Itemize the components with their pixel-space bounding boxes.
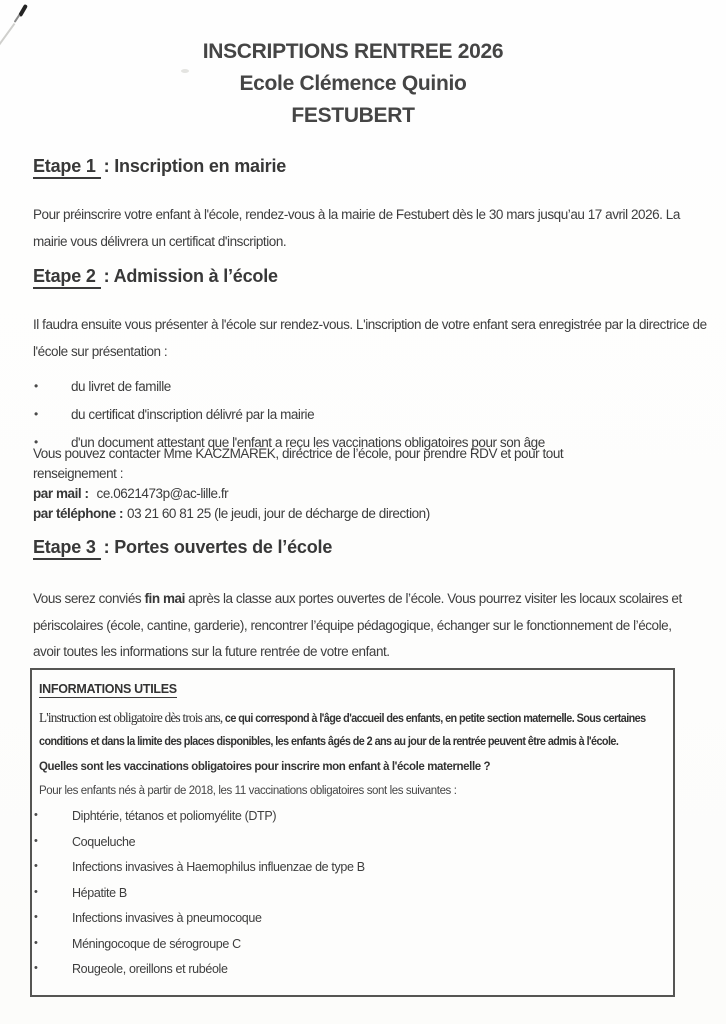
phone-label: par téléphone : [33, 506, 124, 521]
contact-block [33, 444, 645, 524]
vaccine-item: • Diphtérie, tétanos et poliomyélite (DTP) [39, 810, 666, 823]
vaccine-item: • Infections invasives à pneumocoque [39, 912, 666, 925]
etape-1-heading [33, 156, 286, 177]
info-lead-paragraph [39, 707, 674, 753]
etape-2-paragraph: Il faudra ensuite vous présenter à l'école sur rendez-vous. L'inscription de votre enfant sera enregistrée par la directrice de l'école sur présentation : [33, 317, 707, 359]
contact-phone-line [33, 504, 645, 524]
etape-2-title: : Admission à l’école [103, 266, 278, 286]
vaccine-item: • Méningocoque de sérogroupe C [39, 938, 666, 951]
school-name: Ecole Clémence Quinio [239, 72, 467, 95]
city-name: FESTUBERT [291, 104, 415, 127]
list-item: • d'un document attestant que l'enfant a reçu les vaccinations obligatoires pour son âge [33, 434, 693, 451]
info-lead-serif: L'instruction est obligatoire dès trois ans, [39, 711, 223, 726]
vaccine-item: • Coqueluche [39, 836, 666, 849]
phone-number: 03 21 60 81 25 (le jeudi, jour de décharge de direction) [127, 506, 430, 521]
etape-3-text-end: après la classe aux portes ouvertes de l’école. Vous pourrez visiter les locaux scolaires et périscolaires (école, cantine, garderie), rencontrer l’équipe pédagogique, échanger sur le fonctionnement de l’école, avoir toutes les informations sur la future rentrée de votre enfant. [33, 591, 682, 659]
vaccines-list [39, 810, 666, 976]
etape-1-paragraph: Pour préinscrire votre enfant à l'école, rendez-vous à la mairie de Festubert dès le 30 mars jusqu’au 17 avril 2026. La mairie vous délivrera un certificat d'inscription. [33, 207, 680, 249]
mail-label: par mail : [33, 486, 89, 501]
document-title: INSCRIPTIONS RENTREE 2026 [202, 40, 504, 63]
document-header [0, 36, 726, 132]
list-item: • du livret de famille [33, 378, 693, 395]
etape-3-paragraph [33, 586, 683, 666]
etape-3-title: : Portes ouvertes de l’école [103, 537, 333, 557]
info-box-heading: INFORMATIONS UTILES [39, 682, 177, 696]
info-lead-bold: ce qui correspond à l'âge d'accueil des enfants, en petite section maternelle. Sous certaines conditions et dans la limite des places disponibles, les enfants âgés de 2 ans au jour de la rentrée peuvent être admis à l'école. [39, 713, 646, 748]
vaccine-item: • Rougeole, oreillons et rubéole [39, 963, 666, 976]
contact-mail-line [33, 484, 645, 504]
etape-3-label: Etape 3 [33, 537, 101, 560]
vaccine-item: • Hépatite B [39, 887, 666, 900]
vaccination-question: Quelles sont les vaccinations obligatoires pour inscrire mon enfant à l'école maternelle ? [39, 761, 491, 773]
list-item: • du certificat d'inscription délivré par la mairie [33, 406, 693, 423]
vaccine-item: • Infections invasives à Haemophilus influenzae de type B [39, 861, 666, 874]
contact-intro: Vous pouvez contacter Mme KACZMAREK, directrice de l’école, pour prendre RDV et pour tout renseignement : [33, 446, 564, 481]
etape-2-heading [33, 266, 278, 287]
etape-3-text-start: Vous serez conviés [33, 591, 145, 606]
etape-1-title: : Inscription en mairie [103, 156, 287, 176]
etape-3-heading [33, 537, 332, 558]
info-box [30, 668, 675, 997]
pen-mark-artifact-small [14, 14, 21, 23]
vaccination-intro: Pour les enfants nés à partir de 2018, les 11 vaccinations obligatoires sont les suivantes : [39, 785, 457, 797]
mail-address: ce.0621473p@ac-lille.fr [96, 486, 229, 501]
etape-1-label: Etape 1 [33, 156, 101, 179]
etape-2-label: Etape 2 [33, 266, 101, 289]
etape-3-bold-fin-mai: fin mai [144, 591, 185, 606]
